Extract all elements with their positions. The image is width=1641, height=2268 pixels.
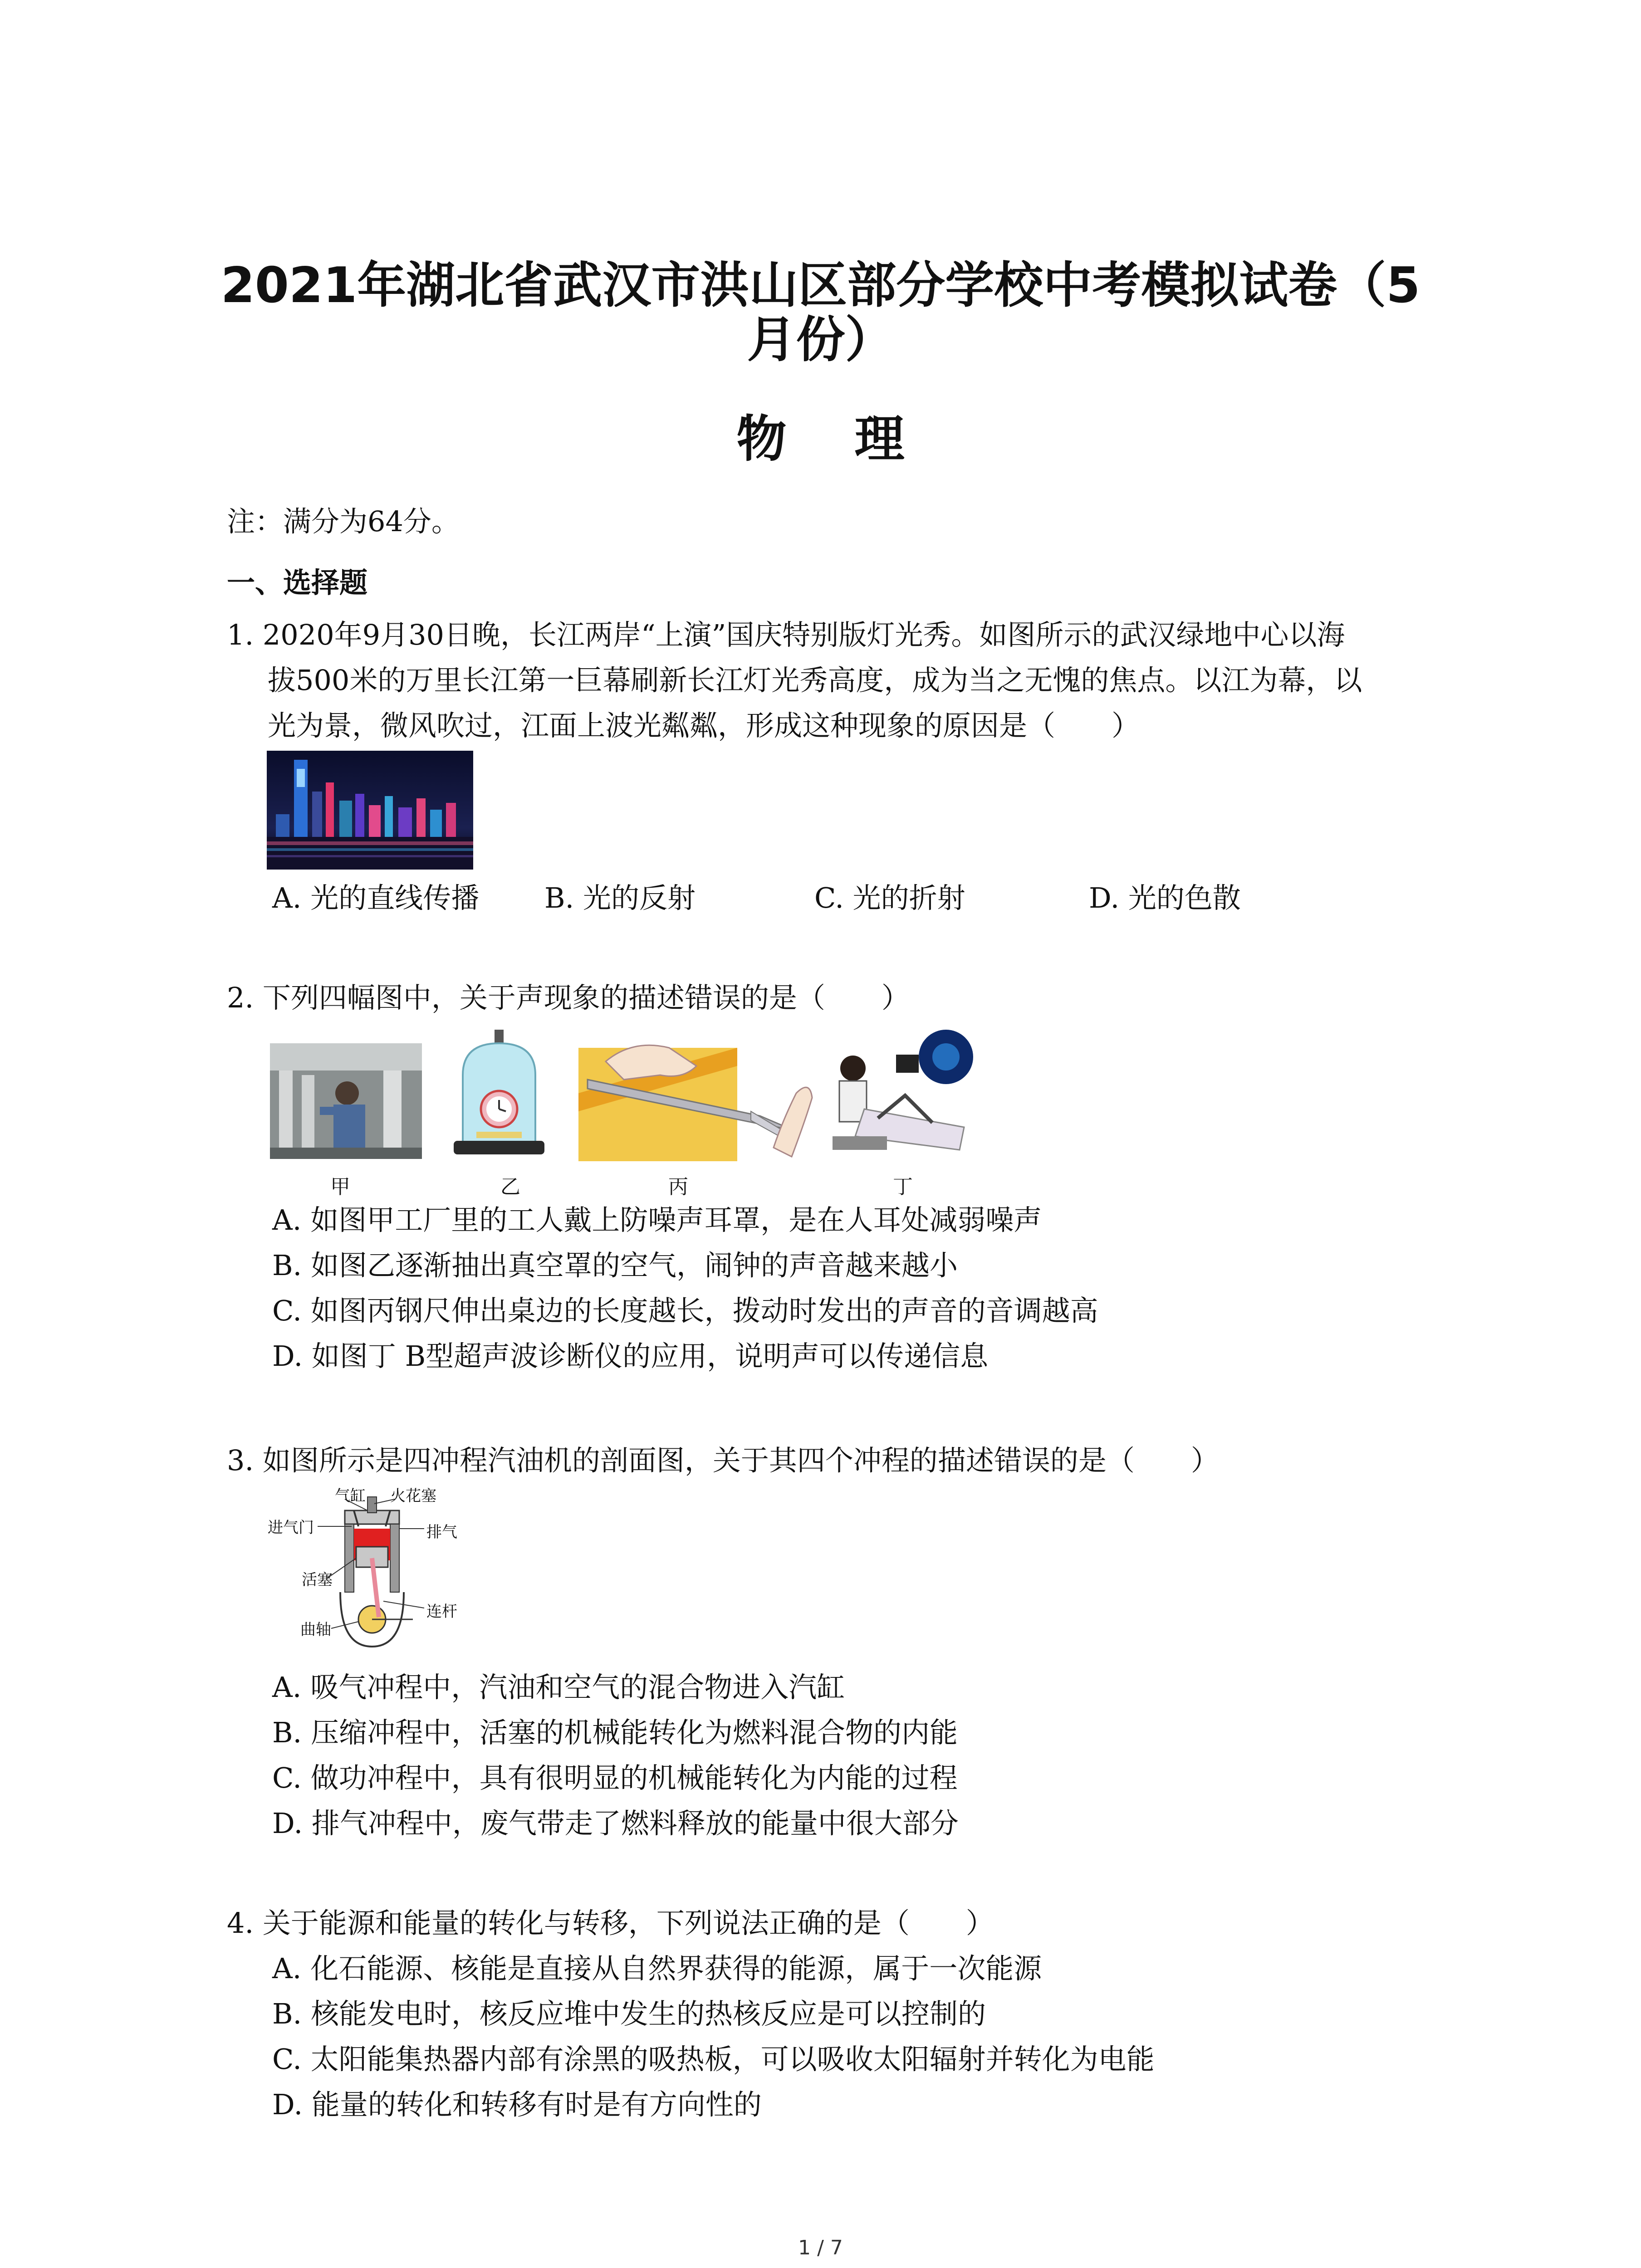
q2-caption-ding: 丁 xyxy=(893,1175,913,1198)
q1-stem-line1: 1. 2020年9月30日晚，长江两岸“上演”国庆特别版灯光秀。如图所示的武汉绿地中心以海 xyxy=(227,618,1345,651)
q3-option-c: C. 做功冲程中，具有很明显的机械能转化为内能的过程 xyxy=(272,1761,958,1794)
q2-image-ultrasound xyxy=(828,1027,985,1159)
q3-label-cylinder: 气缸 xyxy=(335,1487,366,1505)
q1-stem-line3: 光为景，微风吹过，江面上波光粼粼，形成这种现象的原因是（ ） xyxy=(268,709,1140,742)
q3-option-a: A. 吸气冲程中，汽油和空气的混合物进入汽缸 xyxy=(272,1671,845,1704)
exam-title-line1: 2021年湖北省武汉市洪山区部分学校中考模拟试卷（5 xyxy=(220,257,1421,314)
q3-label-crankshaft: 曲轴 xyxy=(300,1621,331,1639)
q1-option-d: D. 光的色散 xyxy=(1089,881,1241,914)
q2-caption-jia: 甲 xyxy=(330,1175,350,1198)
q3-label-piston: 活塞 xyxy=(302,1571,333,1589)
q3-label-connecting-rod: 连杆 xyxy=(426,1603,457,1621)
q3-label-spark-plug: 火花塞 xyxy=(390,1487,436,1505)
q4-stem: 4. 关于能源和能量的转化与转移，下列说法正确的是（ ） xyxy=(227,1906,994,1940)
q4-option-b: B. 核能发电时，核反应堆中发生的热核反应是可以控制的 xyxy=(272,1997,986,2030)
q2-option-b: B. 如图乙逐渐抽出真空罩的空气，闹钟的声音越来越小 xyxy=(272,1249,958,1282)
q2-image-factory xyxy=(270,1043,422,1159)
q3-option-d: D. 排气冲程中，废气带走了燃料释放的能量中很大部分 xyxy=(272,1807,959,1840)
q1-stem-line2: 拔500米的万里长江第一巨幕刷新长江灯光秀高度，成为当之无愧的焦点。以江为幕，以 xyxy=(268,664,1362,697)
section-heading: 一、选择题 xyxy=(227,566,368,599)
q3-label-exhaust: 排气 xyxy=(426,1523,457,1541)
q4-option-a: A. 化石能源、核能是直接从自然界获得的能源，属于一次能源 xyxy=(272,1952,1042,1985)
q1-option-b: B. 光的反射 xyxy=(544,881,696,914)
q3-stem: 3. 如图所示是四冲程汽油机的剖面图，关于其四个冲程的描述错误的是（ ） xyxy=(227,1444,1219,1477)
q3-option-b: B. 压缩冲程中，活塞的机械能转化为燃料混合物的内能 xyxy=(272,1716,958,1749)
score-note: 注：满分为64分。 xyxy=(227,505,460,538)
subject-title: 物理 xyxy=(736,410,973,468)
q2-image-bell-jar xyxy=(449,1030,549,1159)
page-number: 1 / 7 xyxy=(798,2236,843,2259)
q4-option-d: D. 能量的转化和转移有时是有方向性的 xyxy=(272,2088,762,2121)
exam-title-line2: 月份） xyxy=(747,312,894,368)
q2-caption-yi: 乙 xyxy=(500,1175,520,1198)
q3-label-intake-valve: 进气门 xyxy=(268,1519,314,1537)
q2-option-c: C. 如图丙钢尺伸出桌边的长度越长，拨动时发出的声音的音调越高 xyxy=(272,1294,1098,1327)
q1-option-c: C. 光的折射 xyxy=(814,881,965,914)
q1-city-night-image xyxy=(267,751,473,870)
q2-option-a: A. 如图甲工厂里的工人戴上防噪声耳罩，是在人耳处减弱噪声 xyxy=(272,1203,1042,1237)
q2-stem: 2. 下列四幅图中，关于声现象的描述错误的是（ ） xyxy=(227,981,910,1014)
q2-option-d: D. 如图丁 B型超声波诊断仪的应用，说明声可以传递信息 xyxy=(272,1339,989,1373)
q4-option-c: C. 太阳能集热器内部有涂黑的吸热板，可以吸收太阳辐射并转化为电能 xyxy=(272,2043,1155,2076)
q2-image-steel-ruler xyxy=(578,1030,814,1161)
q2-caption-bing: 丙 xyxy=(668,1175,688,1198)
q1-option-a: A. 光的直线传播 xyxy=(272,881,480,914)
